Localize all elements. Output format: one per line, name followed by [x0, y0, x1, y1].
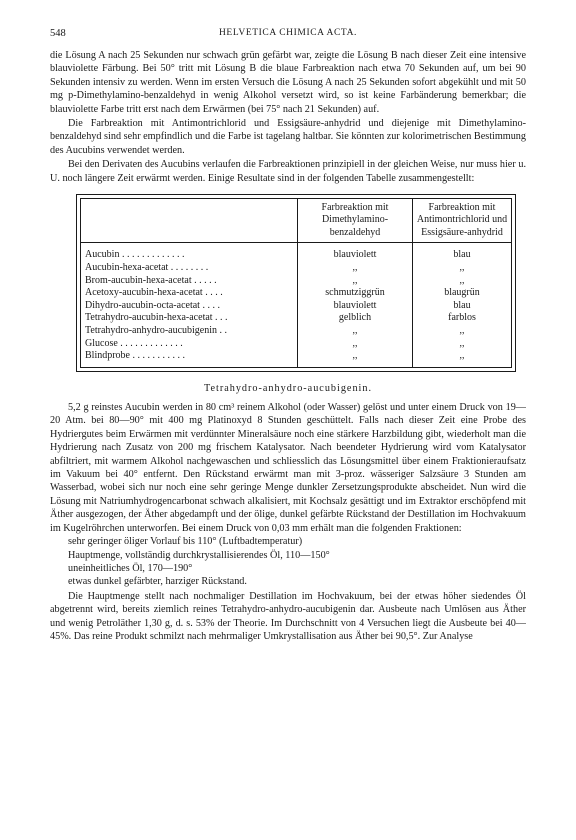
table-cell-compound: Glucose . . . . . . . . . . . . . — [81, 337, 298, 350]
table-cell-compound: Tetrahydro-aucubin-hexa-acetat . . . — [81, 312, 298, 325]
table-cell-compound: Aucubin-hexa-acetat . . . . . . . . — [81, 262, 298, 275]
table-cell-reaction-2: blau — [453, 249, 471, 261]
table-cell-reaction-1: ,, — [298, 337, 413, 350]
table-cell-reaction-2: ,, — [459, 324, 465, 336]
table-row — [81, 287, 512, 300]
table-header-dimethylamino: Farbreaktion mit Dimethylamino-benzaldehyd — [298, 199, 413, 243]
table-row — [81, 274, 512, 287]
table-header-compound — [81, 199, 298, 243]
table-cell-compound: Acetoxy-aucubin-hexa-acetat . . . . — [81, 287, 298, 300]
fraction-item: sehr geringer öliger Vorlauf bis 110° (Luftbadtemperatur) — [68, 536, 303, 548]
table-header-antimontrichlorid: Farbreaktion mit Antimontrichlorid und Essigsäure-anhydrid — [413, 199, 512, 243]
page-header — [50, 28, 526, 42]
table-cell-reaction-2: farblos — [448, 312, 476, 324]
table-cell-reaction-1: ,, — [298, 262, 413, 275]
table-cell-compound: Tetrahydro-anhydro-aucubigenin . . — [81, 325, 298, 338]
table-row — [81, 325, 512, 338]
table-cell-compound: Brom-aucubin-hexa-acetat . . . . . — [81, 274, 298, 287]
table-cell-reaction-2: blau — [453, 299, 471, 311]
paragraph-final: Die Hauptmenge stellt nach nochmaliger Destillation im Hochvakuum, bei der etwas höher siedendes Öl abgetrennt wird, bereits ziemlich reines Tetrahydro-anhydro-aucubigenin dar. Ausbeute nach Umlösen aus Äther und wenig Petroläther 1,30 g, d. s. 53% der Theorie. Im Durchschnitt von 4 Versuchen liegt die Ausbeute bei 40—45%. Das reine Produkt schmilzt nach mehrmaliger Umkrystallisation aus Äther bei 90,5°. Zur Analyse — [50, 590, 526, 642]
table-cell-reaction-2: ,, — [459, 261, 465, 273]
section-title: Tetrahydro-anhydro-aucubigenin. — [203, 382, 373, 394]
table-cell-reaction-1: ,, — [298, 274, 413, 287]
table-cell-reaction-1: blauviolett — [298, 243, 413, 262]
table-cell-reaction-1: blauviolett — [298, 300, 413, 313]
table-row — [81, 243, 512, 262]
table-cell-compound: Blindprobe . . . . . . . . . . . — [81, 350, 298, 367]
fraction-item: etwas dunkel gefärbter, harziger Rückstand. — [68, 576, 247, 588]
table-row — [81, 350, 512, 367]
paragraph-continued: die Lösung A nach 25 Sekunden nur schwach grün gefärbt war, zeigte die Lösung B nach dieser Zeit eine intensive blauviolette Färbung. Bei 50° tritt mit Lösung B die blaue Farbreaktion nach etwa 70 Sekunden auf, um bei 90 Sekunden intensiv zu werden. Wenn im ersten Versuch die Lösung A nach 25 Sekunden sofort abgekühlt und mit 50 mg p-Dimethylamino-benzaldehyd in wenig Alkohol versetzt wird, so ist keine Farbänderung bemerkbar; die blauviolette Farbe tritt erst nach dem Erwärmen (bei 75° nach 21 Sekunden) auf. — [50, 50, 526, 115]
article-body — [50, 49, 526, 643]
table-cell-reaction-2: blaugrün — [444, 287, 480, 299]
results-table-frame — [76, 194, 516, 372]
table-cell-reaction-2: ,, — [459, 350, 465, 362]
table-cell-compound: Aucubin . . . . . . . . . . . . . — [81, 243, 298, 262]
table-cell-reaction-1: ,, — [298, 350, 413, 367]
journal-title: HELVETICA CHIMICA ACTA. — [218, 28, 358, 38]
table-cell-compound: Dihydro-aucubin-octa-acetat . . . . — [81, 300, 298, 313]
table-row — [81, 312, 512, 325]
paragraph-derivatives: Bei den Derivaten des Aucubins verlaufen die Farbreaktionen prinzipiell in der gleichen Weise, nur muss hier u. U. noch längere Zeit erwärmt werden. Einige Resultate sind in der folgenden Tabelle zusammengestellt: — [50, 159, 526, 184]
table-cell-reaction-1: schmutziggrün — [298, 287, 413, 300]
table-cell-reaction-1: gelblich — [298, 312, 413, 325]
paragraph-color-reactions: Die Farbreaktion mit Antimontrichlorid und Essigsäure-anhydrid und diejenige mit Dimethylamino-benzaldehyd sind sehr empfindlich und die Farbe ist tagelang haltbar. Sie könnten zur kolorimetrischen Bestimmung des Aucubins verwendet werden. — [50, 118, 526, 156]
results-table — [80, 198, 512, 368]
page-number: 548 — [50, 28, 66, 39]
table-row — [81, 300, 512, 313]
table-header-row — [81, 199, 512, 243]
table-cell-reaction-1: ,, — [298, 325, 413, 338]
fraction-item: uneinheitliches Öl, 170—190° — [68, 562, 193, 574]
table-row — [81, 337, 512, 350]
table-row — [81, 262, 512, 275]
fraction-item: Hauptmenge, vollständig durchkrystallisierendes Öl, 110—150° — [68, 549, 330, 561]
table-cell-reaction-2: ,, — [459, 274, 465, 286]
paragraph-method: 5,2 g reinstes Aucubin werden in 80 cm³ reinem Alkohol (oder Wasser) gelöst und unter einem Druck von 19—20 Atm. bei 80—90° mit 400 mg Platinoxyd 8 Stunden geschüttelt. Falls nach dieser Zeit eine Probe des Hydriergutes beim Erwärmen mit verdünnter Mineralsäure noch eine stärkere Harzbildung gibt, wiederholt man die Hydrierung nach Zusatz von 200 mg frischem Katalysator. Nach beendeter Hydrierung wird vom Katalysator abfiltriert, mit warmem Alkohol nachgewaschen und schliesslich das Lösungsmittel über einem Fraktionieraufsatz im Vakuum bei 40° entfernt. Den Rückstand erwärmt man mit 3-proz. wässeriger Salzsäure 3 Stunden am Wasserbad, wobei sich nur noch eine sehr geringe Menge dunkler Zersetzungsprodukte abscheidet. Nun wird die Lösung mit Natriumhydrogencarbonat schwach alkalisiert, mit Kochsalz gesättigt und im Extraktor erschöpfend mit Äther ausgezogen, der Äther abgedampft und der ölige, dunkel gefärbte Rückstand der Destillation im Hochvakuum im Kugelröhrchen unterworfen. Bei einem Druck von 0,03 mm erhält man die folgenden Fraktionen: — [50, 402, 526, 534]
table-cell-reaction-2: ,, — [459, 337, 465, 349]
